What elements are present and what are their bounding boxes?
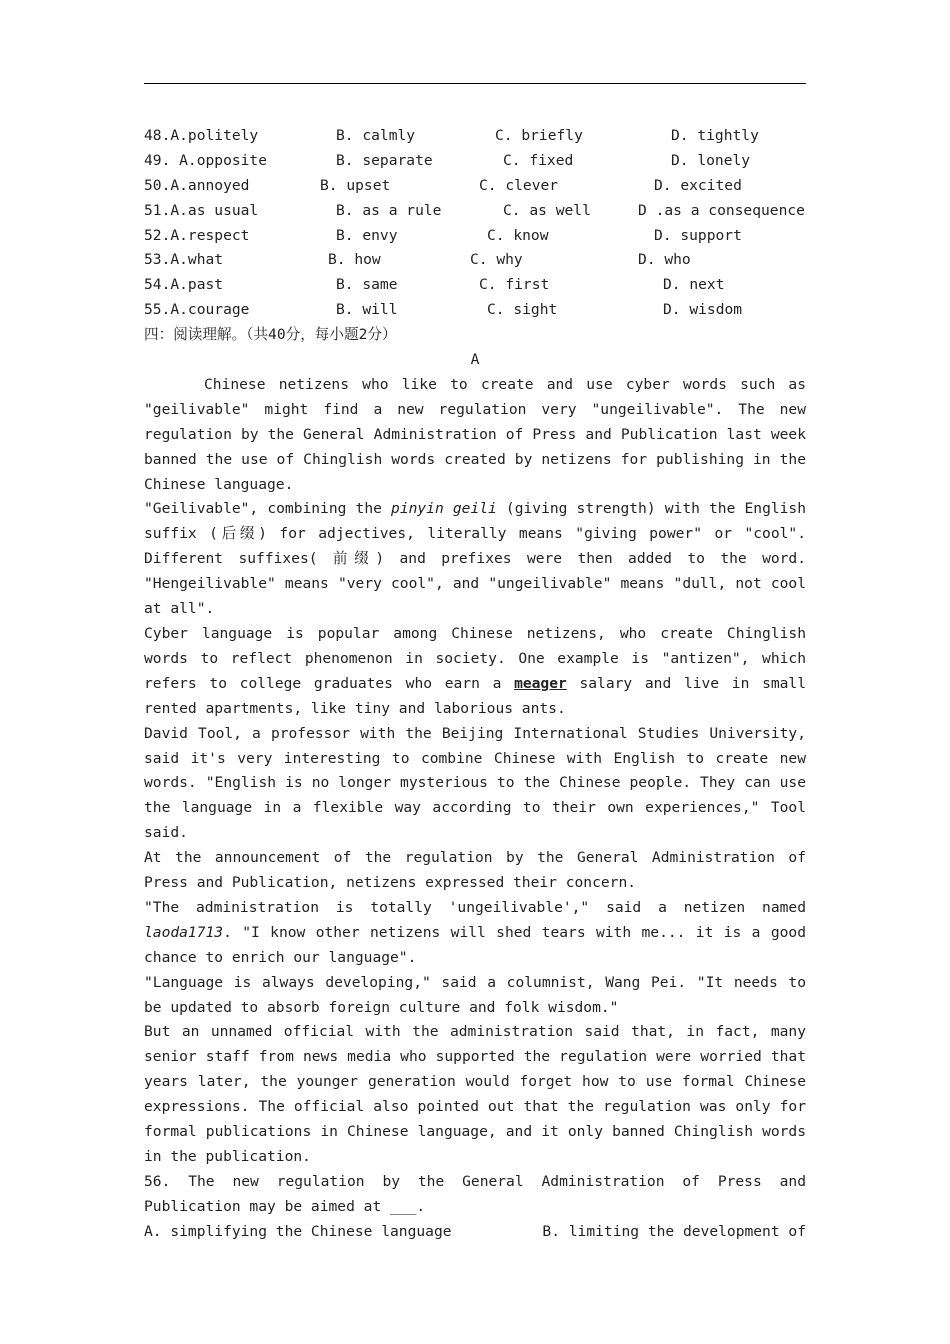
option-b: B. will [336,301,398,319]
option-c: C. why [470,251,523,269]
section-heading: 四：阅读理解。（共40分，每小题2分） [144,326,397,344]
option-d: D. tightly [671,127,759,144]
option-b: B. as a rule [336,201,442,219]
paragraph-3: Cyber language is popular among Chinese netizens, who create Chinglish words to reflect phenomenon in society. One example is "antizen", which refers to college graduates who earn a meager salary and live in small rented apartments, like tiny and laborious ants. [144,624,806,717]
option-d: D. support [654,226,742,244]
passage-label: A [470,351,480,369]
option-c: C. fixed [503,151,574,169]
option-row-54 [144,273,806,298]
option-a: 54.A.past [144,276,224,294]
question-56: 56. The new regulation by the General Administration of Press and Publication may be aimed at ___. [144,1172,806,1215]
option-a: 49. A.opposite [144,151,268,169]
option-d: D. next [663,276,725,294]
question-56-options [144,1220,806,1245]
option-row-55 [144,298,806,323]
option-c: C. know [487,226,549,244]
option-b: B. same [336,276,398,294]
option-row-50 [144,174,806,199]
pinyin-term: pinyin geili [391,500,497,518]
header-rule [144,83,806,84]
option-row-49 [144,149,806,174]
option-row-53 [144,248,806,273]
option-a: 51.A.as usual [144,201,259,219]
option-b: B. upset [320,176,391,194]
option-c: C. as well [503,201,591,219]
paragraph-6: "The administration is totally 'ungeilivable'," said a netizen named laoda1713. "I know other netizens will shed tears with me... it is a good chance to enrich our language". [144,898,806,966]
netizen-name: laoda1713 [144,923,224,941]
option-b: B. limiting the development of [542,1222,806,1240]
document-body [144,124,806,1245]
keyword-meager: meager [514,674,567,692]
paragraph-4: David Tool, a professor with the Beijing International Studies University, said it's very interesting to combine Chinese with English to create new words. "English is no longer mysterious to the Chinese people. They can use the language in a flexible way according to their own experiences," Tool said. [144,724,806,842]
option-a: 48.A.politely [144,127,259,144]
option-a: 53.A.what [144,251,224,269]
option-a: 55.A.courage [144,301,250,319]
paragraph-2: "Geilivable", combining the pinyin geili (giving strength) with the English suffix (后缀) for adjectives, literally means "giving power" or "cool". Different suffixes( 前缀) and prefixes were then added to the word. "Hengeilivable" means "very cool", and "ungeilivable" means "dull, not cool at all". [144,500,807,618]
option-c: C. sight [487,301,558,319]
paragraph-8: But an unnamed official with the administration said that, in fact, many senior staff from news media who supported the regulation were worried that years later, the younger generation would forget how to use formal Chinese expressions. The official also pointed out that the regulation was only for formal publications in Chinese language, and it only banned Chinglish words in the publication. [144,1023,806,1165]
option-d: D. lonely [671,151,751,169]
option-a: A. simplifying the Chinese language [144,1222,452,1240]
option-b: B. envy [336,226,398,244]
option-b: B. calmly [336,127,416,144]
option-row-51 [144,199,806,224]
option-d: D. wisdom [663,301,743,319]
option-d: D. who [638,251,691,269]
option-c: C. clever [479,176,559,194]
option-a: 52.A.respect [144,226,250,244]
paragraph-1: Chinese netizens who like to create and use cyber words such as "geilivable" might find a new regulation very "ungeilivable". The new regulation by the General Administration of Press and Publication last week banned the use of Chinglish words created by netizens for publishing in the Chinese language. [144,375,806,493]
option-c: C. first [479,276,550,294]
option-b: B. how [328,251,381,269]
option-row-52 [144,224,806,249]
option-d: D .as a consequence [638,201,805,219]
paragraph-5: At the announcement of the regulation by the General Administration of Press and Publication, netizens expressed their concern. [144,849,806,892]
paragraph-7: "Language is always developing," said a columnist, Wang Pei. "It needs to be updated to absorb foreign culture and folk wisdom." [144,973,806,1016]
option-row-48 [144,124,806,149]
option-b: B. separate [336,151,433,169]
option-d: D. excited [654,176,742,194]
option-c: C. briefly [495,127,583,144]
option-a: 50.A.annoyed [144,176,250,194]
